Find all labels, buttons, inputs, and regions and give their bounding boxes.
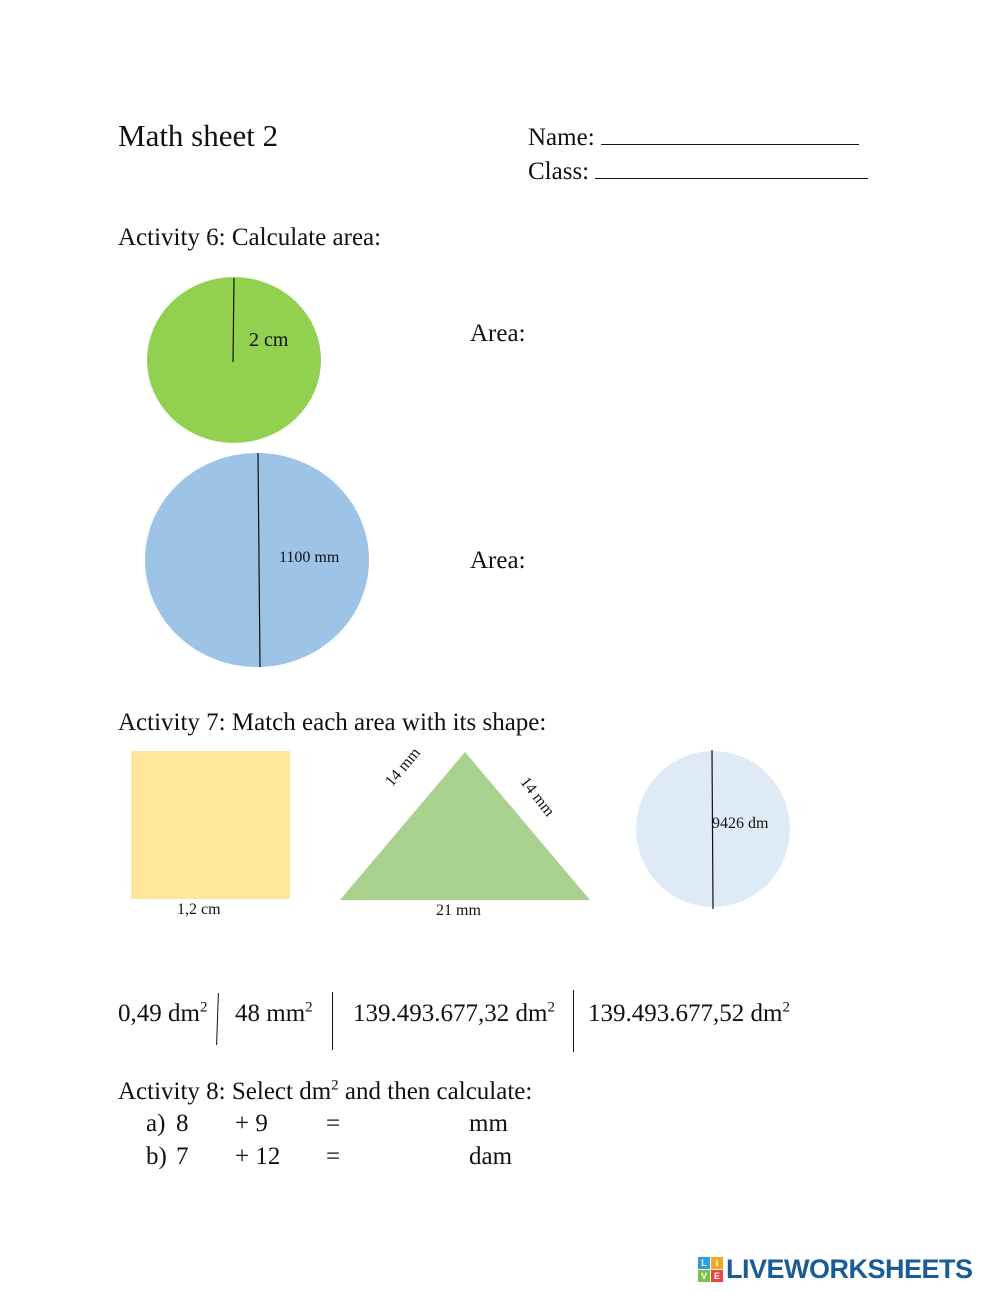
option-2[interactable] bbox=[235, 1000, 313, 1028]
triangle-fill bbox=[340, 752, 590, 900]
activity8-heading-sup: 2 bbox=[331, 1077, 339, 1094]
green-circle bbox=[145, 276, 323, 446]
triangle-base-label: 21 mm bbox=[436, 902, 481, 919]
row-a-addend[interactable]: + 9 bbox=[235, 1110, 268, 1137]
area-label-2: Area: bbox=[470, 547, 526, 574]
logo-letter-i: I bbox=[711, 1257, 723, 1269]
activity7-heading: Activity 7: Match each area with its shape: bbox=[118, 709, 547, 736]
activity8-heading-pre: Activity 8: Select dm bbox=[118, 1078, 332, 1105]
logo-letter-e: E bbox=[711, 1270, 723, 1282]
row-b-letter: b) bbox=[146, 1143, 167, 1170]
yellow-square bbox=[131, 751, 290, 899]
option-2-value: 48 mm bbox=[235, 1000, 306, 1027]
option-4-sup: 2 bbox=[782, 999, 790, 1016]
option-3[interactable] bbox=[353, 1000, 555, 1028]
activity6-heading: Activity 6: Calculate area: bbox=[118, 224, 382, 251]
row-a-unit: mm bbox=[469, 1110, 508, 1137]
option-4-value: 139.493.677,52 dm bbox=[588, 1000, 783, 1027]
option-2-sup: 2 bbox=[305, 999, 313, 1016]
row-b-equals: = bbox=[326, 1143, 341, 1170]
option-1-value: 0,49 dm bbox=[118, 1000, 200, 1027]
green-circle-label: 2 cm bbox=[249, 329, 289, 351]
row-b-unit: dam bbox=[469, 1143, 513, 1170]
option-divider-1 bbox=[216, 993, 219, 1045]
name-field bbox=[528, 124, 859, 152]
option-3-sup: 2 bbox=[547, 999, 555, 1016]
logo-text: LIVEWORKSHEETS bbox=[726, 1254, 973, 1284]
blue-circle-label: 1100 mm bbox=[279, 549, 340, 566]
square-side-label: 1,2 cm bbox=[177, 901, 221, 918]
activity8-heading-post: and then calculate: bbox=[338, 1078, 533, 1105]
row-a-number[interactable]: 8 bbox=[176, 1110, 189, 1137]
page-title: Math sheet 2 bbox=[118, 118, 279, 153]
class-label: Class: bbox=[528, 158, 590, 185]
option-divider-2 bbox=[332, 992, 333, 1050]
light-blue-circle-label: 9426 dm bbox=[712, 815, 769, 832]
row-a-equals: = bbox=[326, 1110, 341, 1137]
logo-letter-l: L bbox=[698, 1257, 710, 1269]
row-a-letter: a) bbox=[146, 1110, 166, 1137]
row-b-addend[interactable]: + 12 bbox=[235, 1143, 281, 1170]
option-4[interactable] bbox=[588, 1000, 790, 1028]
row-b-number[interactable]: 7 bbox=[176, 1143, 189, 1170]
option-1-sup: 2 bbox=[199, 999, 208, 1016]
activity8-heading bbox=[118, 1078, 532, 1106]
option-divider-3 bbox=[573, 990, 574, 1052]
name-blank[interactable] bbox=[601, 144, 859, 145]
logo-letter-v: V bbox=[698, 1270, 710, 1282]
option-3-value: 139.493.677,32 dm bbox=[353, 1000, 548, 1027]
area-label-1: Area: bbox=[470, 320, 526, 347]
class-blank[interactable] bbox=[595, 178, 868, 179]
triangle-right-label: 14 mm bbox=[516, 774, 558, 820]
class-field bbox=[528, 158, 868, 186]
triangle-left-label: 14 mm bbox=[382, 744, 424, 790]
name-label: Name: bbox=[528, 124, 595, 151]
green-triangle bbox=[339, 751, 591, 901]
option-1[interactable] bbox=[118, 1000, 207, 1028]
